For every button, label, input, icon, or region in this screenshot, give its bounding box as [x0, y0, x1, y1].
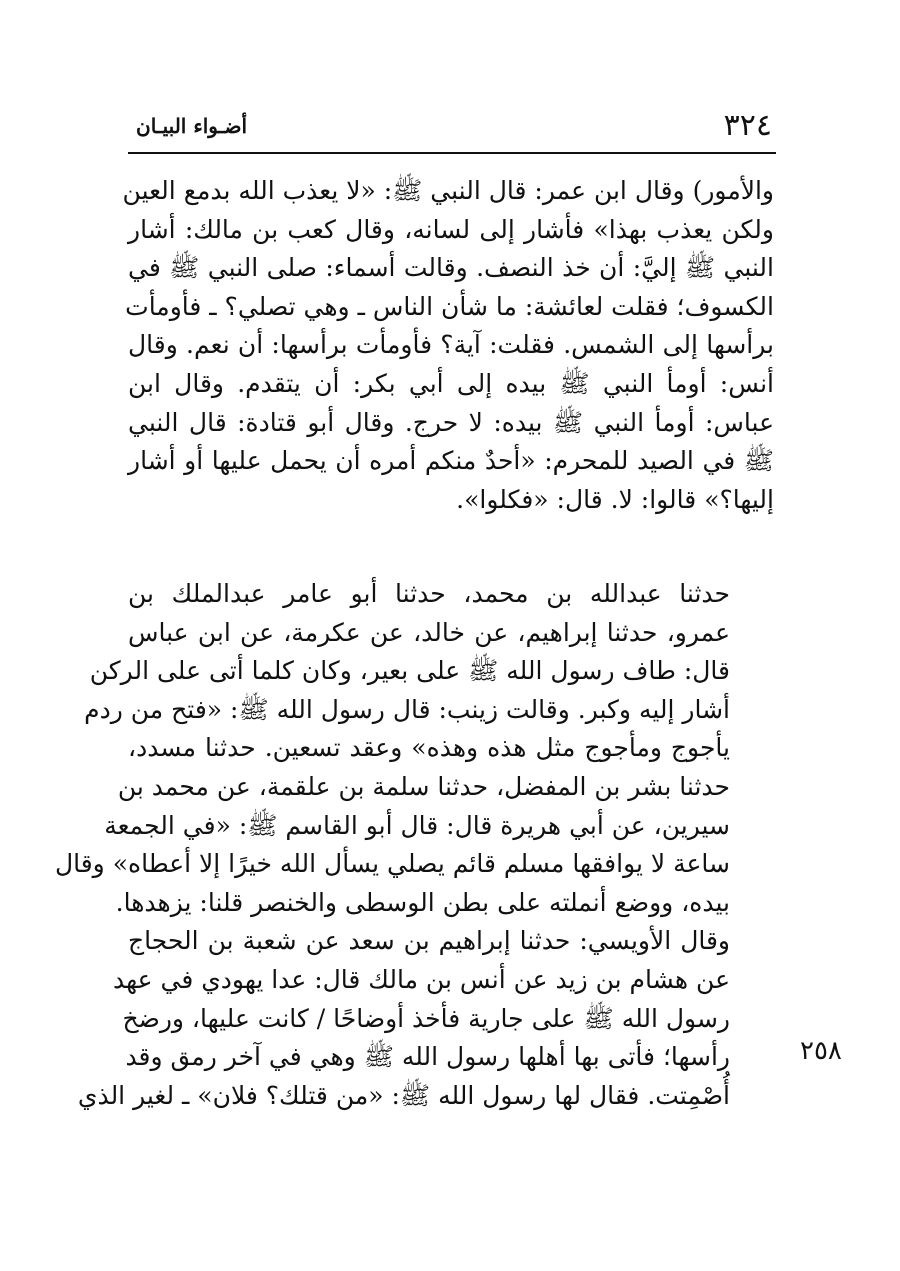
- text-line: رسول الله ﷺ على جارية فأخذ أوضاحًا / كانت عليها، ورضخ: [122, 1003, 730, 1033]
- text-line: أنس: أومأ النبي ﷺ بيده إلى أبي بكر: أن يتقدم. وقال ابن: [128, 368, 774, 398]
- text-line: قال: طاف رسول الله ﷺ على بعير، وكان كلما أتى على الركن: [89, 656, 730, 686]
- text-line: عن هشام بن زيد عن أنس بن مالك قال: عدا يهودي في عهد: [112, 964, 730, 994]
- book-title: أضـواء البيـان: [136, 114, 248, 138]
- text-line: عمرو، حدثنا إبراهيم، عن خالد، عن عكرمة، عن ابن عباس: [128, 617, 730, 647]
- paragraph-1: [122, 172, 774, 519]
- text-line: ساعة لا يوافقها مسلم قائم يصلي يسأل الله خيرًا إلا أعطاه» وقال: [54, 849, 730, 879]
- text-line: وقال الأويسي: حدثنا إبراهيم بن سعد عن شعبة بن الحجاج: [128, 926, 730, 956]
- text-line: حدثنا بشر بن المفضل، حدثنا سلمة بن علقمة، عن محمد بن: [117, 771, 730, 801]
- text-line: يأجوج ومأجوج مثل هذه وهذه» وعقد تسعين. حدثنا مسدد،: [128, 733, 730, 763]
- text-line: إليها؟» قالوا: لا. قال: «فكلوا».: [456, 484, 774, 514]
- margin-page-number: ٢٥٨: [800, 1036, 842, 1066]
- page-header: [128, 104, 776, 148]
- text-line: والأمور) وقال ابن عمر: قال النبي ﷺ: «لا يعذب الله بدمع العين: [122, 176, 774, 205]
- text-line: بيده، ووضع أنملته على بطن الوسطى والخنصر قلنا: يزهدها.: [115, 887, 730, 917]
- text-line: رأسها؛ فأتى بها أهلها رسول الله ﷺ وهي في آخر رمق وقد: [125, 1042, 730, 1072]
- paragraph-2: [54, 575, 774, 1115]
- text-line: سيرين، عن أبي هريرة قال: قال أبو القاسم ﷺ: «في الجمعة: [104, 810, 730, 840]
- header-divider: [128, 152, 776, 154]
- text-line: عباس: أومأ النبي ﷺ بيده: لا حرج. وقال أبو قتادة: قال النبي: [128, 407, 774, 437]
- text-line: حدثنا عبدالله بن محمد، حدثنا أبو عامر عبدالملك بن: [128, 579, 730, 608]
- page-number: ٣٢٤: [723, 108, 772, 143]
- text-line: أشار إليه وكبر. وقالت زينب: قال رسول الله ﷺ: «فتح من ردم: [84, 694, 730, 724]
- text-line: ولكن يعذب بهذا» فأشار إلى لسانه، وقال كعب بن مالك: أشار: [128, 214, 774, 244]
- text-line: النبي ﷺ إليَّ: أن خذ النصف. وقالت أسماء: صلى النبي ﷺ في: [128, 253, 774, 283]
- text-line: أُصْمِتت. فقال لها رسول الله ﷺ: «من قتلك؟ فلان» ـ لغير الذي: [77, 1080, 730, 1110]
- text-line: ﷺ في الصيد للمحرم: «أحدٌ منكم أمره أن يحمل عليها أو أشار: [128, 446, 774, 476]
- text-line: برأسها إلى الشمس. فقلت: آية؟ فأومأت برأسها: أن نعم. وقال: [128, 330, 774, 360]
- text-line: الكسوف؛ فقلت لعائشة: ما شأن الناس ـ وهي تصلي؟ ـ فأومأت: [125, 291, 774, 321]
